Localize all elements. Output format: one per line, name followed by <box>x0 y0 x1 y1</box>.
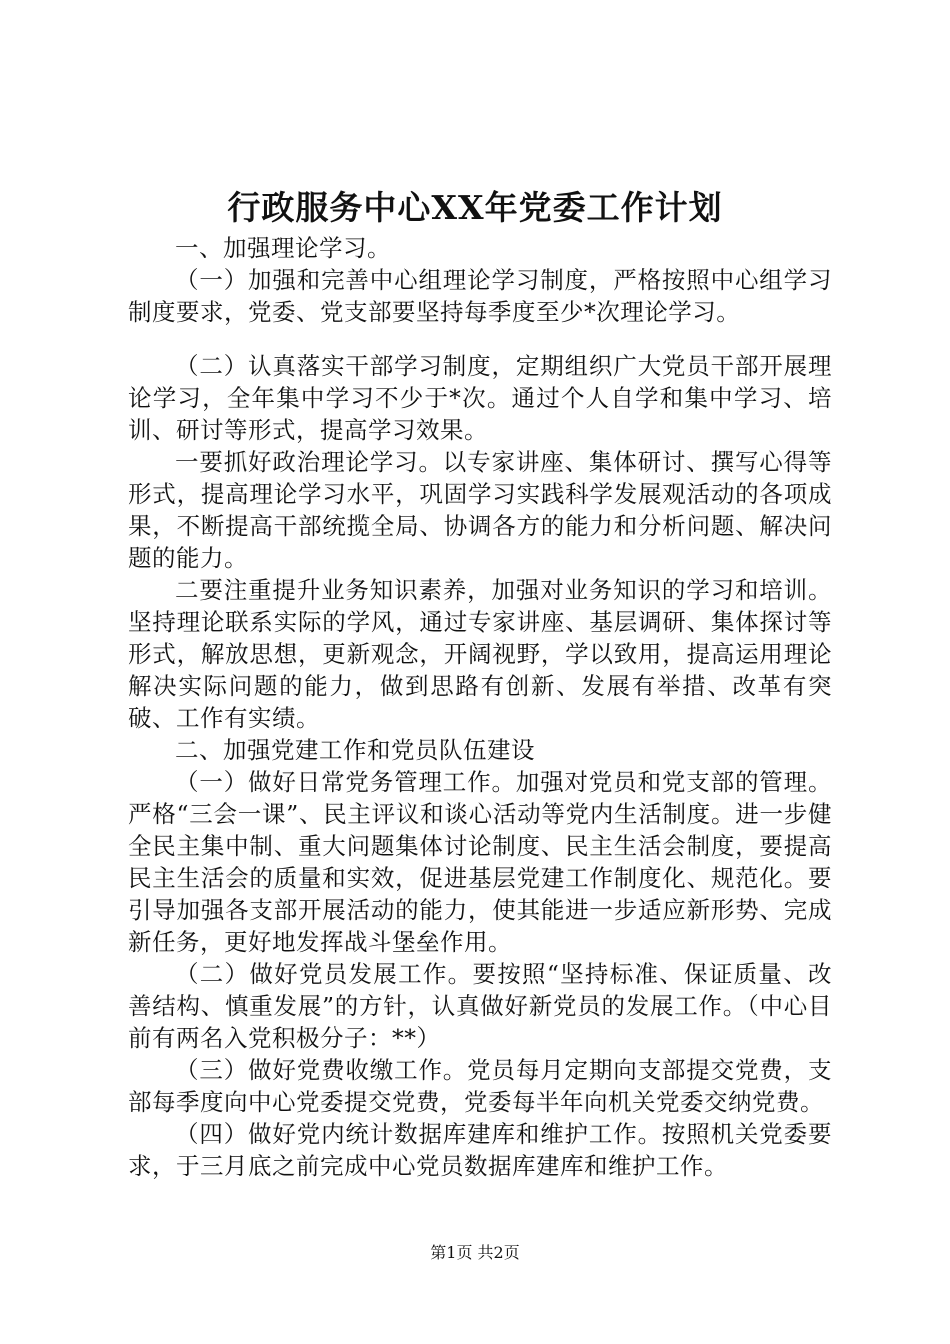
section-heading-2: 二、加强党建工作和党员队伍建设 <box>175 736 535 764</box>
document-body <box>128 232 832 1182</box>
paragraph-spacer <box>128 328 832 350</box>
paragraph-1-2-a: 一要抓好政治理论学习。以专家讲座、集体研讨、撰写心得等形式，提高理论学习水平，巩固学习实践科学发展观活动的各项成果，不断提高干部统揽全局、协调各方的能力和分析问题、解决问题的能力。 <box>128 448 832 572</box>
paragraph-2-2: （二）做好党员发展工作。要按照“坚持标准、保证质量、改善结构、慎重发展”的方针，认真做好新党员的发展工作。（中心目前有两名入党积极分子：**） <box>128 960 832 1052</box>
document-title: 行政服务中心XX年党委工作计划 <box>227 188 723 227</box>
paragraph-2-1: （一）做好日常党务管理工作。加强对党员和党支部的管理。严格“三会一课”、民主评议和谈心活动等党内生活制度。进一步健全民主集中制、重大问题集体讨论制度、民主生活会制度，要提高民主生活会的质量和实效，促进基层党建工作制度化、规范化。要引导加强各支部开展活动的能力，使其能进一步适应新形势、完成新任务，更好地发挥战斗堡垒作用。 <box>128 768 832 956</box>
page-footer: 第1页 共2页 <box>430 1243 520 1262</box>
paragraph-2-4: （四）做好党内统计数据库建库和维护工作。按照机关党委要求，于三月底之前完成中心党员数据库建库和维护工作。 <box>128 1120 832 1180</box>
paragraph-1-2: （二）认真落实干部学习制度，定期组织广大党员干部开展理论学习，全年集中学习不少于*次。通过个人自学和集中学习、培训、研讨等形式，提高学习效果。 <box>128 352 832 444</box>
paragraph-1-1: （一）加强和完善中心组理论学习制度，严格按照中心组学习制度要求，党委、党支部要坚持每季度至少*次理论学习。 <box>128 266 832 326</box>
paragraph-2-3: （三）做好党费收缴工作。党员每月定期向支部提交党费，支部每季度向中心党委提交党费，党委每半年向机关党委交纳党费。 <box>128 1056 832 1116</box>
paragraph-1-2-b: 二要注重提升业务知识素养，加强对业务知识的学习和培训。坚持理论联系实际的学风，通过专家讲座、基层调研、集体探讨等形式，解放思想，更新观念，开阔视野，学以致用，提高运用理论解决实际问题的能力，做到思路有创新、发展有举措、改革有突破、工作有实绩。 <box>128 576 832 732</box>
section-heading-1: 一、加强理论学习。 <box>175 234 391 262</box>
